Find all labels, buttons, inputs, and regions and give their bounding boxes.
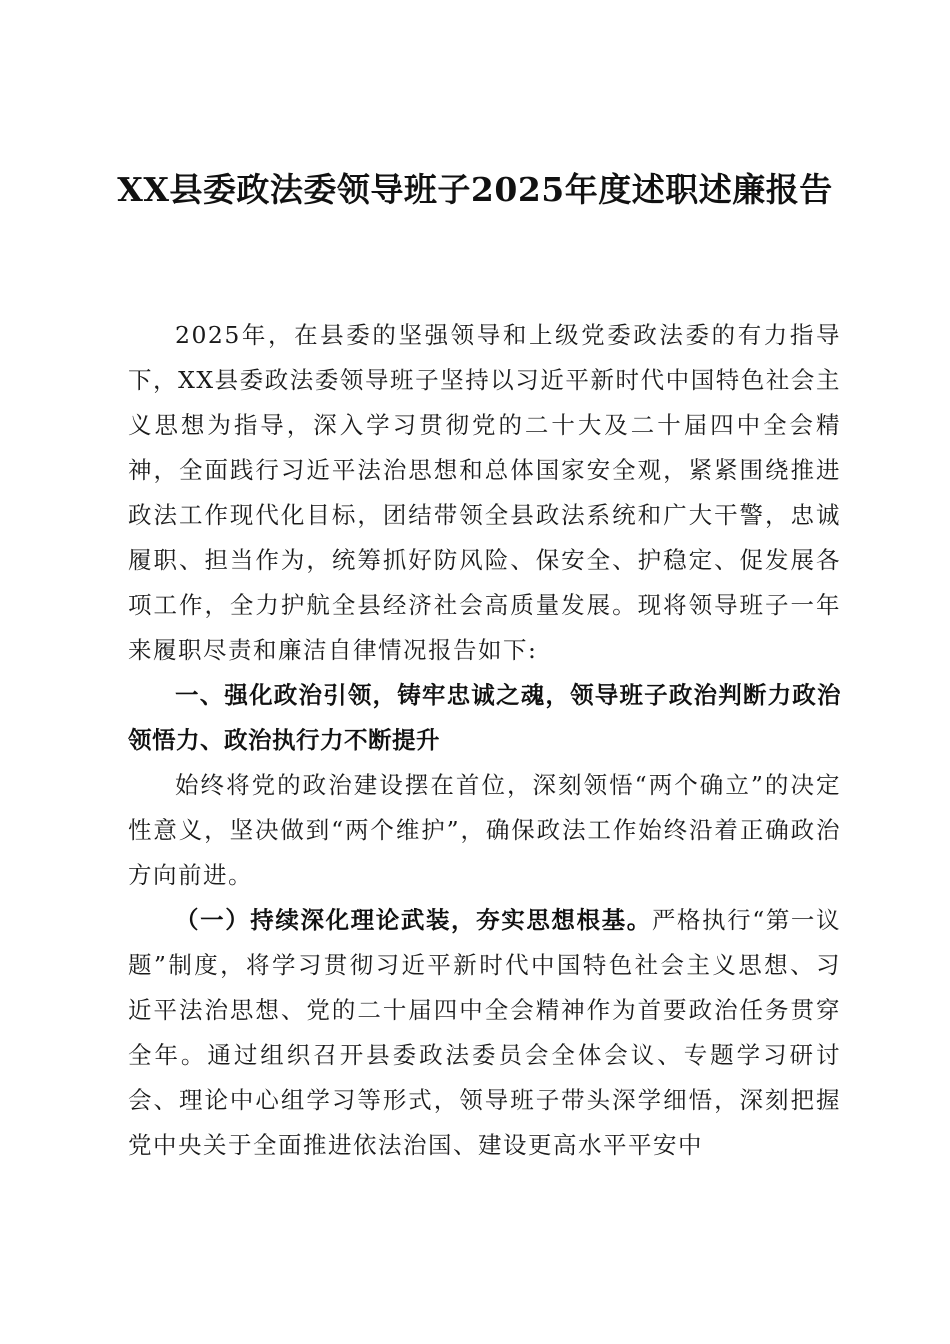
document-body — [128, 313, 841, 1168]
subsection-text: 严格执行“第一议题”制度，将学习贯彻习近平新时代中国特色社会主义思想、习近平法治思想、党的二十届四中全会精神作为首要政治任务贯穿全年。通过组织召开县委政法委员会全体会议、专题学习研讨会、理论中心组学习等形式，领导班子带头深学细悟，深刻把握党中央关于全面推进依法治国、建设更高水平平安中 — [128, 906, 842, 1159]
section-heading: 一、强化政治引领，铸牢忠诚之魂，领导班子政治判断力政治领悟力、政治执行力不断提升 — [128, 681, 841, 754]
document-title: XX县委政法委领导班子2025年度述职述廉报告 — [117, 170, 833, 209]
section-paragraph: 始终将党的政治建设摆在首位，深刻领悟“两个确立”的决定性意义，坚决做到“两个维护”，确保政法工作始终沿着正确政治方向前进。 — [128, 771, 841, 889]
subsection-paragraph — [128, 898, 841, 1168]
subsection-lead: （一）持续深化理论武装，夯实思想根基。 — [175, 906, 652, 934]
intro-paragraph: 2025年，在县委的坚强领导和上级党委政法委的有力指导下，XX县委政法委领导班子坚持以习近平新时代中国特色社会主义思想为指导，深入学习贯彻党的二十大及二十届四中全会精神，全面践行习近平法治思想和总体国家安全观，紧紧围绕推进政法工作现代化目标，团结带领全县政法系统和广大干警，忠诚履职、担当作为，统筹抓好防风险、保安全、护稳定、促发展各项工作，全力护航全县经济社会高质量发展。现将领导班子一年来履职尽责和廉洁自律情况报告如下: — [128, 321, 841, 664]
